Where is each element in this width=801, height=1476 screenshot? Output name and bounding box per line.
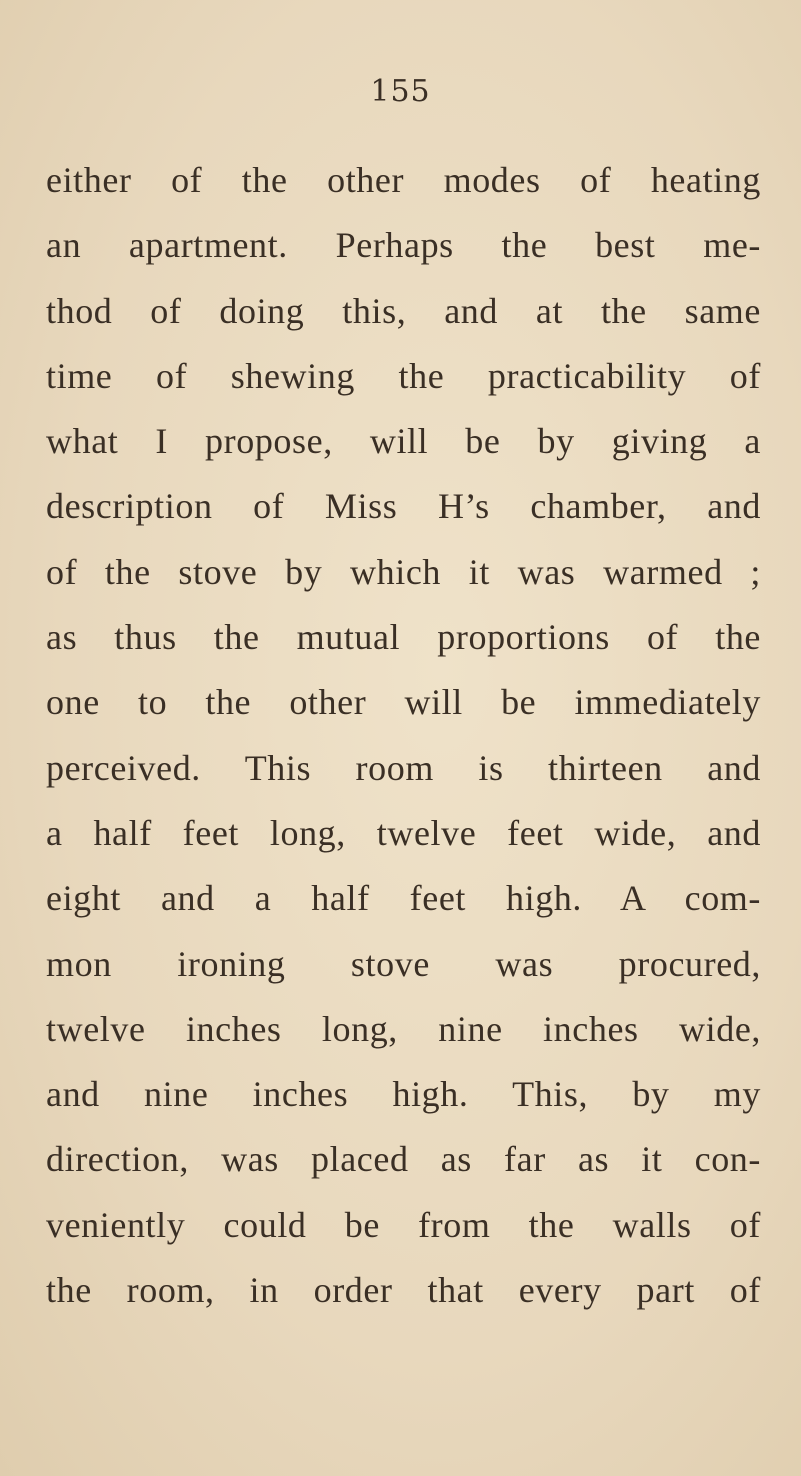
text-line: mon ironing stove was procured, — [46, 943, 761, 984]
text-line: direction, was placed as far as it con- — [46, 1139, 761, 1180]
body-text — [46, 148, 761, 1323]
text-line: and nine inches high. This, by my — [46, 1074, 761, 1115]
text-line: either of the other modes of heating — [46, 160, 761, 200]
text-line: twelve inches long, nine inches wide, — [46, 1008, 761, 1049]
text-line: what I propose, will be by giving a — [46, 421, 761, 462]
text-line: an apartment. Perhaps the best me- — [46, 225, 761, 266]
text-line: a half feet long, twelve feet wide, and — [46, 812, 761, 853]
text-line: time of shewing the practicability of — [46, 355, 761, 396]
text-line: thod of doing this, and at the same — [46, 290, 761, 331]
text-line: of the stove by which it was warmed ; — [46, 551, 761, 592]
page-number: 155 — [370, 74, 431, 109]
text-line: one to the other will be immediately — [46, 682, 761, 723]
text-line: perceived. This room is thirteen and — [46, 747, 761, 788]
text-line: description of Miss H’s chamber, and — [46, 486, 761, 527]
text-line: as thus the mutual proportions of the — [46, 617, 761, 658]
text-line: the room, in order that every part of — [46, 1270, 761, 1311]
text-line: veniently could be from the walls of — [46, 1204, 761, 1245]
text-line: eight and a half feet high. A com- — [46, 878, 761, 919]
